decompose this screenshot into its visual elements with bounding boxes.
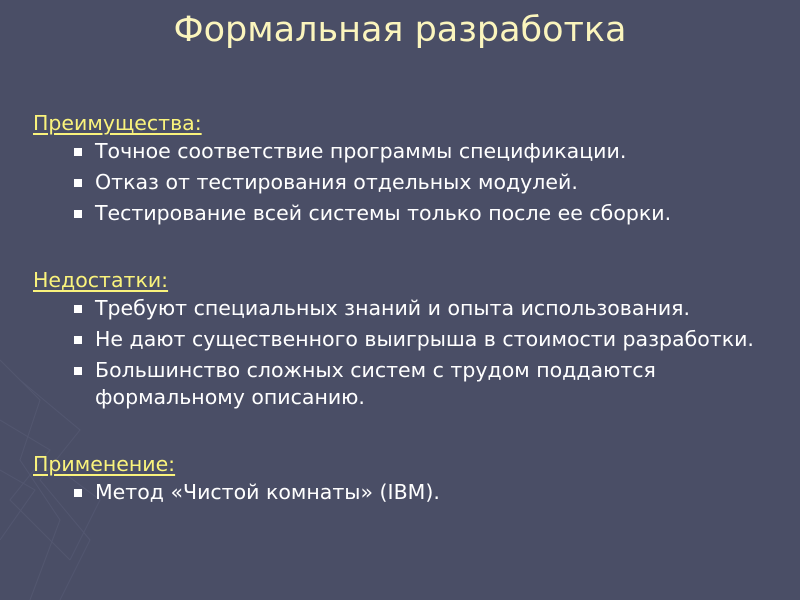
section-heading-advantages: Преимущества: [33, 111, 202, 135]
list-item-text: Не дают существенного выигрыша в стоимости разработки. [95, 327, 754, 351]
square-bullet-icon [74, 489, 82, 497]
section-application [33, 449, 783, 506]
list-item [33, 138, 783, 165]
list-item [33, 200, 783, 227]
bullet-list-disadvantages [33, 295, 783, 411]
square-bullet-icon [74, 210, 82, 218]
square-bullet-icon [74, 305, 82, 313]
list-item-text: Точное соответствие программы спецификации. [95, 139, 627, 163]
spacer [33, 415, 783, 449]
list-item-text: Большинство сложных систем с трудом поддаются формальному описанию. [95, 358, 656, 409]
spacer [33, 231, 783, 265]
square-bullet-icon [74, 179, 82, 187]
list-item [33, 169, 783, 196]
bullet-list-advantages [33, 138, 783, 227]
square-bullet-icon [74, 367, 82, 375]
list-item-text: Требуют специальных знаний и опыта использования. [95, 296, 690, 320]
list-item [33, 357, 783, 411]
slide-title: Формальная разработка [173, 10, 627, 50]
list-item [33, 479, 783, 506]
square-bullet-icon [74, 148, 82, 156]
slide-content [33, 108, 783, 510]
list-item-text: Тестирование всей системы только после ее сборки. [95, 201, 672, 225]
section-disadvantages [33, 265, 783, 411]
section-advantages [33, 108, 783, 227]
list-item-text: Метод «Чистой комнаты» (IBM). [95, 480, 440, 504]
section-heading-disadvantages: Недостатки: [33, 268, 169, 292]
list-item-text: Отказ от тестирования отдельных модулей. [95, 170, 578, 194]
list-item [33, 326, 783, 353]
square-bullet-icon [74, 336, 82, 344]
section-heading-application: Применение: [33, 452, 176, 476]
bullet-list-application [33, 479, 783, 506]
list-item [33, 295, 783, 322]
